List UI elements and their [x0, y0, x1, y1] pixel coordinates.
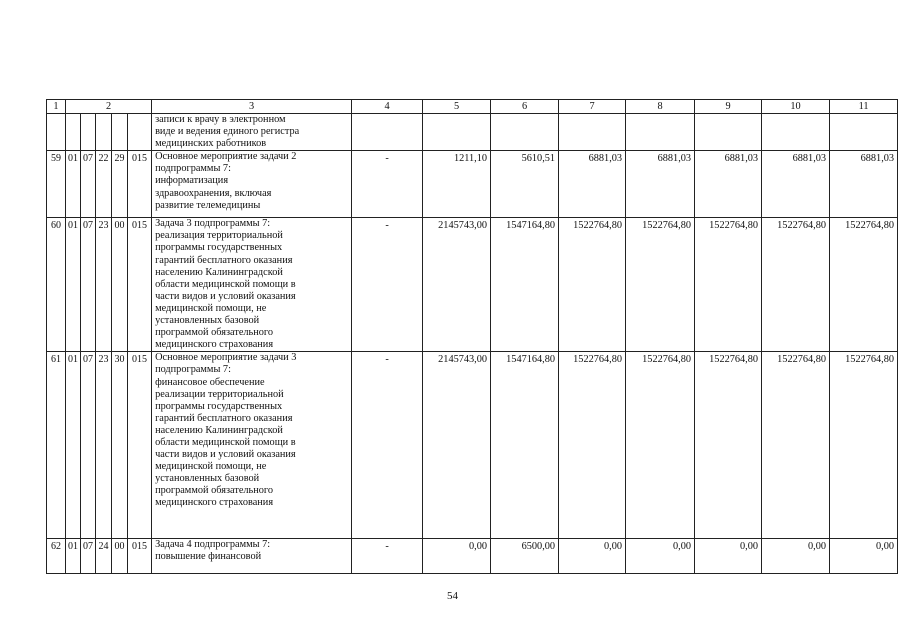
- header-row: [47, 100, 898, 114]
- code-cell: 01: [66, 218, 81, 352]
- value-cell: 1522764,80: [626, 352, 695, 539]
- row-number: 61: [47, 352, 66, 539]
- code-cell: 23: [96, 218, 112, 352]
- value-cell: 1547164,80: [491, 352, 559, 539]
- col4-cell: -: [352, 151, 423, 218]
- value-cell: 1522764,80: [626, 218, 695, 352]
- code-cell: 01: [66, 151, 81, 218]
- header-cell: 10: [762, 100, 830, 114]
- value-cell: 1211,10: [423, 151, 491, 218]
- row-number: 59: [47, 151, 66, 218]
- value-cell: 1547164,80: [491, 218, 559, 352]
- code-cell: 015: [128, 218, 152, 352]
- table-row: [47, 539, 898, 574]
- col4-cell: -: [352, 352, 423, 539]
- value-cell: 2145743,00: [423, 218, 491, 352]
- value-cell: 6881,03: [830, 151, 898, 218]
- value-cell: 6881,03: [626, 151, 695, 218]
- code-cell: 24: [96, 539, 112, 574]
- code-cell: 07: [81, 539, 96, 574]
- table-row: [47, 218, 898, 352]
- value-cell: 6500,00: [491, 539, 559, 574]
- header-cell: 2: [66, 100, 152, 114]
- code-cell: 00: [112, 539, 128, 574]
- header-cell: 5: [423, 100, 491, 114]
- row-number: 60: [47, 218, 66, 352]
- description-cell: Задача 3 подпрограммы 7: реализация территориальной программы государственных гарантий бесплатного оказания населению Калининградской области медицинской помощи в части видов и условий оказания медицинской помощи, не установленных базовой программой обязательного медицинского страхования: [152, 218, 352, 352]
- value-cell: 1522764,80: [559, 352, 626, 539]
- value-cell: 6881,03: [762, 151, 830, 218]
- code-cell: 015: [128, 151, 152, 218]
- value-cell: 0,00: [762, 539, 830, 574]
- code-cell: 07: [81, 352, 96, 539]
- code-cell: 07: [81, 218, 96, 352]
- header-cell: 9: [695, 100, 762, 114]
- value-cell: 1522764,80: [559, 218, 626, 352]
- description-cell: Задача 4 подпрограммы 7: повышение финансовой: [152, 539, 352, 574]
- value-cell: 1522764,80: [830, 218, 898, 352]
- table-row: [47, 151, 898, 218]
- value-cell: 0,00: [830, 539, 898, 574]
- code-cell: 29: [112, 151, 128, 218]
- code-cell: 30: [112, 352, 128, 539]
- table-row: [47, 352, 898, 539]
- header-cell: 11: [830, 100, 898, 114]
- code-cell: 22: [96, 151, 112, 218]
- header-cell: 4: [352, 100, 423, 114]
- value-cell: 0,00: [695, 539, 762, 574]
- value-cell: 5610,51: [491, 151, 559, 218]
- code-cell: 23: [96, 352, 112, 539]
- value-cell: 1522764,80: [695, 352, 762, 539]
- description-cell: записи к врачу в электронном виде и ведения единого регистра медицинских работников: [152, 114, 352, 151]
- description-cell: Основное мероприятие задачи 3 подпрограммы 7: финансовое обеспечение реализации территориальной программы государственных гарантий бесплатного оказания населению Калининградской области медицинской помощи в части видов и условий оказания медицинской помощи, не установленных базовой программой обязательного медицинского страхования: [152, 352, 352, 539]
- header-cell: 3: [152, 100, 352, 114]
- value-cell: 6881,03: [559, 151, 626, 218]
- col4-cell: -: [352, 539, 423, 574]
- code-cell: 01: [66, 539, 81, 574]
- header-cell: 1: [47, 100, 66, 114]
- value-cell: 0,00: [626, 539, 695, 574]
- value-cell: 2145743,00: [423, 352, 491, 539]
- header-cell: 7: [559, 100, 626, 114]
- value-cell: 0,00: [559, 539, 626, 574]
- value-cell: 1522764,80: [830, 352, 898, 539]
- row-number: 62: [47, 539, 66, 574]
- code-cell: 015: [128, 539, 152, 574]
- description-cell: Основное мероприятие задачи 2 подпрограммы 7: информатизация здравоохранения, включая развитие телемедицины: [152, 151, 352, 218]
- value-cell: 6881,03: [695, 151, 762, 218]
- code-cell: 015: [128, 352, 152, 539]
- value-cell: 1522764,80: [762, 218, 830, 352]
- value-cell: 1522764,80: [762, 352, 830, 539]
- header-cell: 6: [491, 100, 559, 114]
- header-cell: 8: [626, 100, 695, 114]
- code-cell: 01: [66, 352, 81, 539]
- code-cell: 00: [112, 218, 128, 352]
- code-cell: 07: [81, 151, 96, 218]
- table-row: [47, 114, 898, 151]
- value-cell: 1522764,80: [695, 218, 762, 352]
- page-number: 54: [447, 590, 458, 602]
- budget-table: [46, 99, 898, 574]
- col4-cell: -: [352, 218, 423, 352]
- value-cell: 0,00: [423, 539, 491, 574]
